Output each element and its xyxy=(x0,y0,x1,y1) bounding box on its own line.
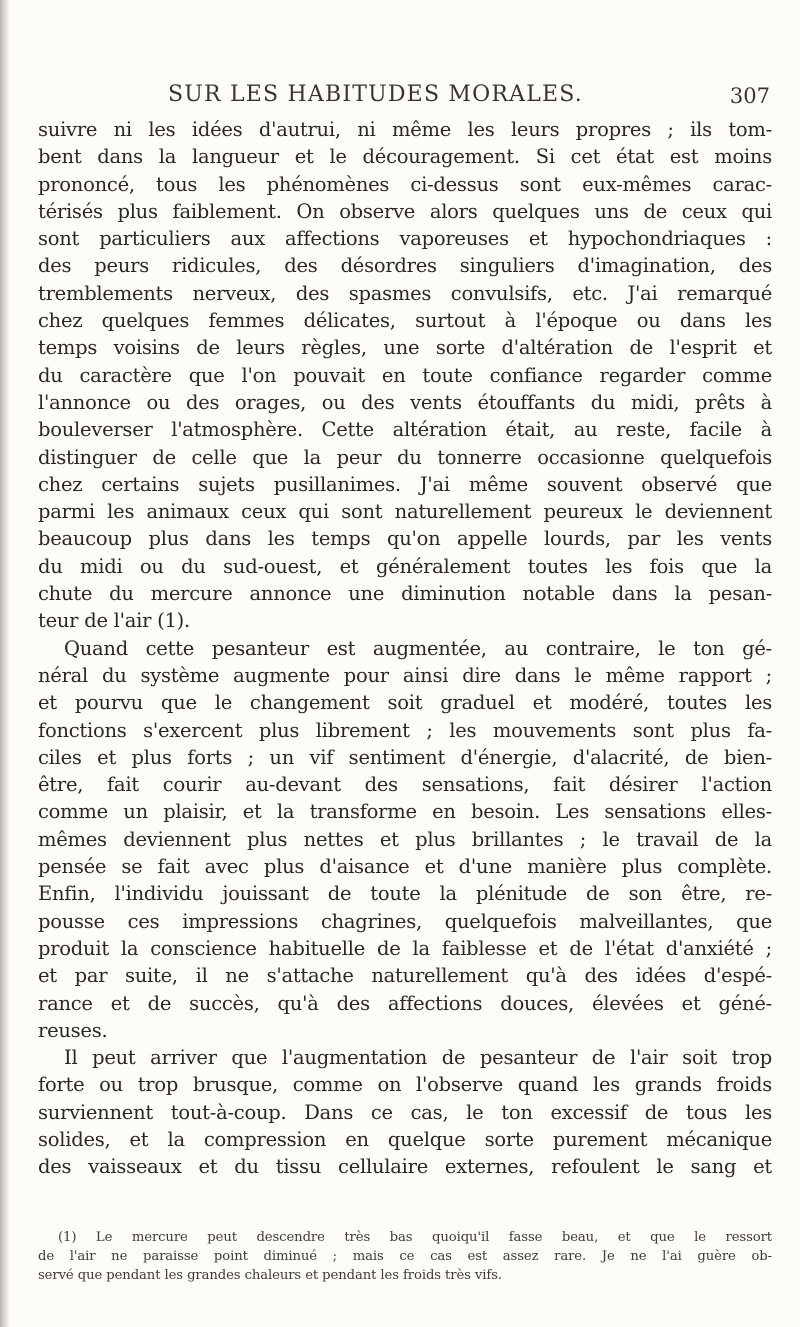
text-line: néral du système augmente pour ainsi dire dans le même rapport ; xyxy=(38,663,772,687)
footnote xyxy=(38,1228,772,1285)
page-number: 307 xyxy=(729,84,770,108)
text-line: Il peut arriver que l'augmentation de pesanteur de l'air soit trop xyxy=(64,1046,772,1070)
text-line: comme un plaisir, et la transforme en besoin. Les sensations elles- xyxy=(38,800,772,824)
page-gutter-shadow xyxy=(0,0,10,1327)
body-text xyxy=(38,116,772,1181)
text-line: mêmes deviennent plus nettes et plus brillantes ; le travail de la xyxy=(38,827,772,851)
text-line: chez certains sujets pusillanimes. J'ai même souvent observé que xyxy=(38,472,772,496)
text-line: sont particuliers aux affections vaporeuses et hypochondriaques : xyxy=(38,227,772,251)
text-line: térisés plus faiblement. On observe alors quelques uns de ceux qui xyxy=(38,199,772,223)
text-line: parmi les animaux ceux qui sont naturellement peureux le deviennent xyxy=(38,500,772,524)
text-line: rance et de succès, qu'à des affections douces, élevées et géné- xyxy=(38,991,772,1015)
text-line: teur de l'air (1). xyxy=(38,609,190,633)
text-line: du caractère que l'on pouvait en toute confiance regarder comme xyxy=(38,363,772,387)
text-line: forte ou trop brusque, comme on l'observe quand les grands froids xyxy=(38,1073,772,1097)
running-title: SUR LES HABITUDES MORALES. xyxy=(168,82,583,107)
text-line: distinguer de celle que la peur du tonnerre occasionne quelquefois xyxy=(38,445,772,469)
text-line: fonctions s'exercent plus librement ; les mouvements sont plus fa- xyxy=(38,718,772,742)
text-line: tremblements nerveux, des spasmes convulsifs, etc. J'ai remarqué xyxy=(38,281,772,305)
running-header xyxy=(40,82,770,112)
text-line: chute du mercure annonce une diminution notable dans la pesan- xyxy=(38,582,772,606)
text-line: surviennent tout-à-coup. Dans ce cas, le ton excessif de tous les xyxy=(38,1100,772,1124)
text-line: bent dans la langueur et le découragement. Si cet état est moins xyxy=(38,145,772,169)
text-line: des vaisseaux et du tissu cellulaire externes, refoulent le sang et xyxy=(38,1155,772,1179)
footnote-line: de l'air ne paraisse point diminué ; mais ce cas est assez rare. Je ne l'ai guère ob- xyxy=(38,1249,772,1264)
text-line: l'annonce ou des orages, ou des vents étouffants du midi, prêts à xyxy=(38,390,772,414)
text-line: reuses. xyxy=(38,1018,108,1042)
text-line: ciles et plus forts ; un vif sentiment d'énergie, d'alacrité, de bien- xyxy=(38,745,772,769)
footnote-line: servé que pendant les grandes chaleurs et pendant les froids très vifs. xyxy=(38,1268,502,1283)
text-line: et pourvu que le changement soit graduel et modéré, toutes les xyxy=(38,691,772,715)
footnote-line: (1) Le mercure peut descendre très bas quoiqu'il fasse beau, et que le ressort xyxy=(58,1230,772,1245)
text-line: prononcé, tous les phénomènes ci-dessus sont eux-mêmes carac- xyxy=(38,172,772,196)
text-line: chez quelques femmes délicates, surtout à l'époque ou dans les xyxy=(38,309,772,333)
text-line: du midi ou du sud-ouest, et généralement toutes les fois que la xyxy=(38,554,772,578)
text-line: suivre ni les idées d'autrui, ni même les leurs propres ; ils tom- xyxy=(38,118,772,141)
text-line: Enfin, l'individu jouissant de toute la plénitude de son être, re- xyxy=(38,882,772,906)
text-line: produit la conscience habituelle de la faiblesse et de l'état d'anxiété ; xyxy=(38,936,772,960)
text-line: Quand cette pesanteur est augmentée, au contraire, le ton gé- xyxy=(64,636,772,660)
text-line: et par suite, il ne s'attache naturellement qu'à des idées d'espé- xyxy=(38,964,772,988)
text-line: bouleverser l'atmosphère. Cette altération était, au reste, facile à xyxy=(38,418,772,442)
text-line: solides, et la compression en quelque sorte purement mécanique xyxy=(38,1127,772,1151)
text-line: temps voisins de leurs règles, une sorte d'altération de l'esprit et xyxy=(38,336,772,360)
text-line: beaucoup plus dans les temps qu'on appelle lourds, par les vents xyxy=(38,527,772,551)
text-line: pousse ces impressions chagrines, quelquefois malveillantes, que xyxy=(38,909,772,933)
text-line: être, fait courir au-devant des sensations, fait désirer l'action xyxy=(38,773,772,797)
text-line: pensée se fait avec plus d'aisance et d'une manière plus complète. xyxy=(38,855,772,879)
text-line: des peurs ridicules, des désordres singuliers d'imagination, des xyxy=(38,254,772,278)
